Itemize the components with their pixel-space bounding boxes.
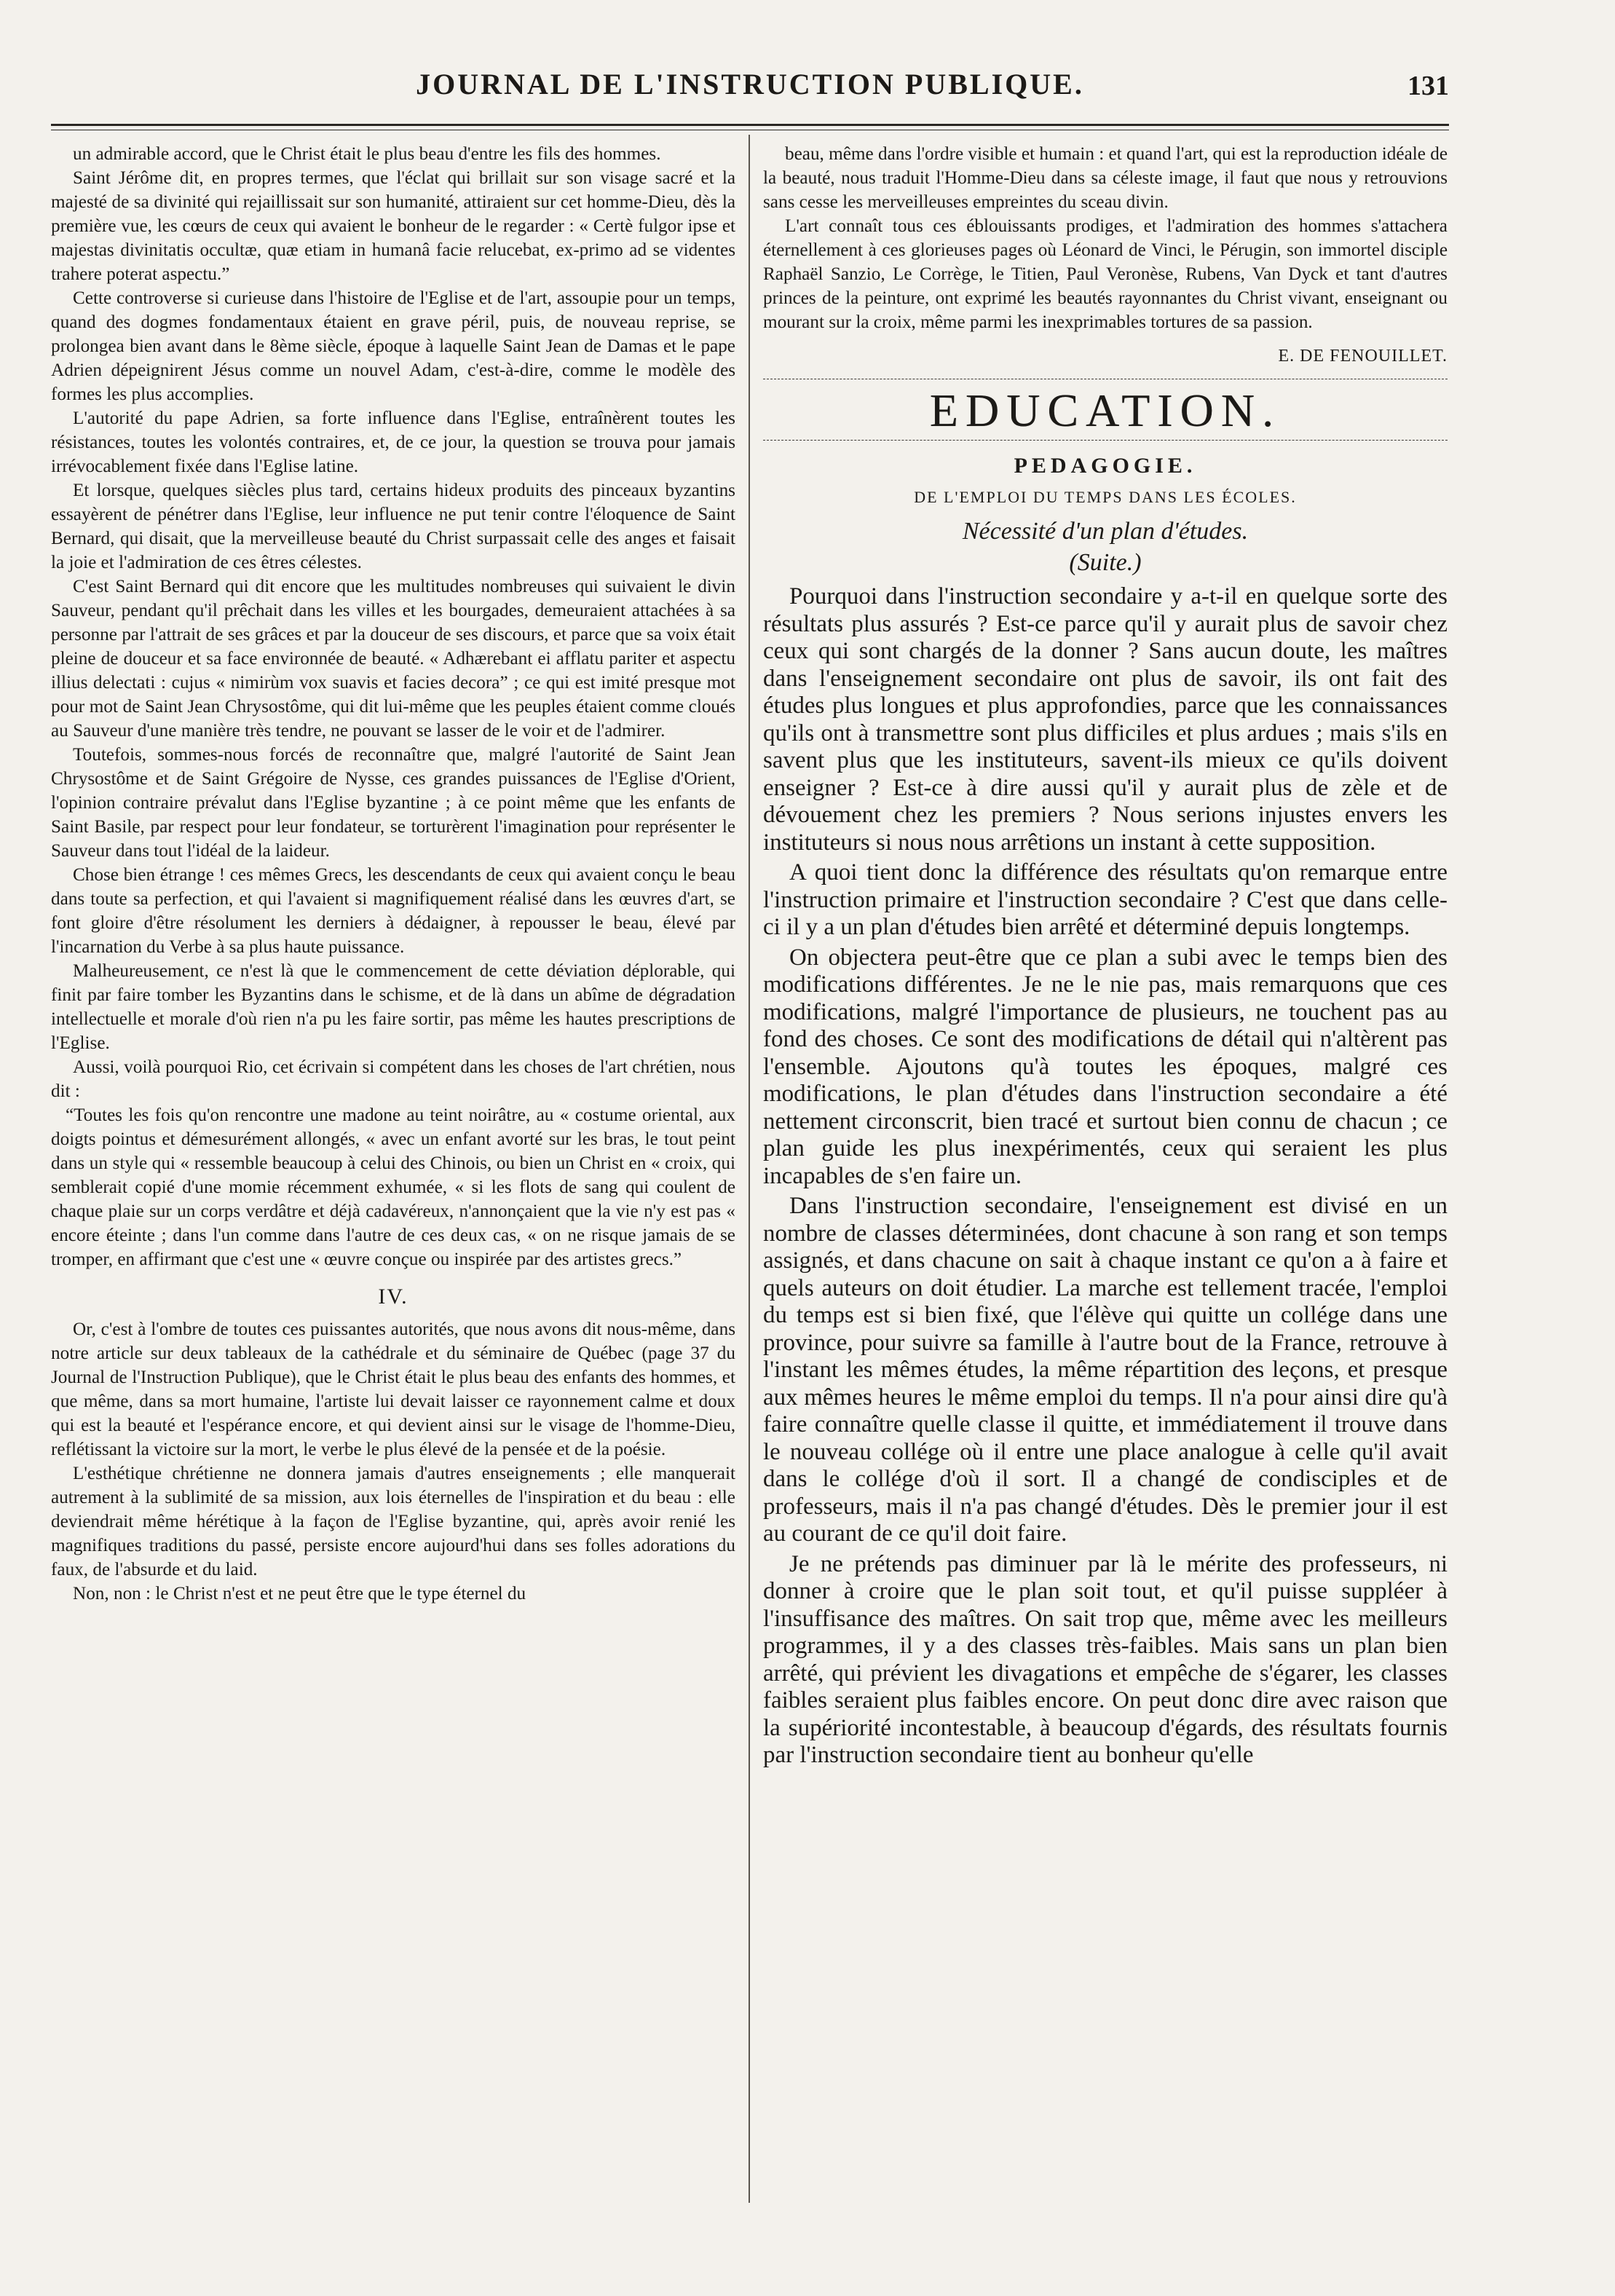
paragraph: C'est Saint Bernard qui dit encore que les multitudes nombreuses qui suivaient le divin Sauveur, pendant qu'il prêchait dans les villes et les bourgades, demeuraient attachées à sa personne par l'attrait de ses grâces et par la douceur de ses discours, et parce que sa voix était pleine de douceur et sa face environnée de beauté. « Adhærebant ei afflatu pariter et aspectu illius delectati : cujus « nimirùm vox suavis et facies decora” ; ce qui est imité presque mot pour mot de Saint Jean Chrysostôme, qui dit lui-même que les peuples étaient comme cloués au Sauveur d'une manière très tendre, ne pouvant se lasser de le voir et de l'admirer.: [51, 577, 735, 741]
article-title: DE L'EMPLOI DU TEMPS DANS LES ÉCOLES.: [914, 488, 1297, 506]
paragraph: Je ne prétends pas diminuer par là le mérite des professeurs, ni donner à croire que le plan soit tout, et qu'il puisse suppléer à l'insuffisance des maîtres. On sait trop que, même avec les meilleurs programmes, il y a des classes très-faibles. Mais sans un plan bien arrêté, qui prévient les divagations et empêche de s'égarer, les classes faibles seraient plus faibles encore. On peut donc dire avec raison que la supériorité incontestable, à beaucoup d'égards, des résultats fournis par l'instruction secondaire tient au bonheur qu'elle: [763, 1550, 1448, 1768]
paragraph: un admirable accord, que le Christ était le plus beau d'entre les fils des hommes.: [73, 144, 661, 164]
block-quote: [51, 1103, 735, 1271]
paragraph: Toutefois, sommes-nous forcés de reconnaître que, malgré l'autorité de Saint Jean Chrysostôme et de Saint Grégoire de Nysse, ces grandes puissances de l'Eglise d'Orient, l'opinion contraire prévalut dans l'Eglise byzantine ; à ce point même que les enfants de Saint Basile, par respect pour leur fondateur, se torturèrent l'imagination pour représenter le Sauveur dans tout l'idéal de la laideur.: [51, 745, 735, 861]
running-title: JOURNAL DE L'INSTRUCTION PUBLIQUE.: [416, 68, 1084, 100]
paragraph: Chose bien étrange ! ces mêmes Grecs, les descendants de ceux qui avaient conçu le beau dans toute sa perfection, et qui l'avaient si magnifiquement réalisé dans les œuvres d'art, se font gloire d'être résolument les derniers à dédaigner, à repousser le beau, élevé par l'incarnation du Verbe à sa plus haute puissance.: [51, 865, 735, 957]
paragraph: L'art connaît tous ces éblouissants prodiges, et l'admiration des hommes s'attachera éternellement à ces glorieuses pages où Léonard de Vinci, le Pérugin, son immortel disciple Raphaël Sanzio, Le Corrège, le Titien, Paul Veronèse, Rubens, Van Dyck et tant d'autres princes de la peinture, ont exprimé les beautés rayonnantes du Christ vivant, enseignant ou mourant sur la croix, même parmi les inexprimables tortures de sa passion.: [763, 216, 1448, 332]
author-signature: E. DE FENOUILLET.: [1278, 347, 1448, 366]
paragraph: Saint Jérôme dit, en propres termes, que l'éclat qui brillait sur son visage sacré et la majesté de sa divinité qui rejaillissait sur son humanité, attiraient sur cet homme-Dieu, dès la première vue, les cœurs de ceux qui avaient le bonheur de le regarder : « Certè fulgor ipse et majestas divinitatis occultæ, quæ etiam in humanâ facie relucebat, ex-primo ad se videntes trahere poterat aspectu.”: [51, 168, 735, 284]
paragraph: Aussi, voilà pourquoi Rio, cet écrivain si compétent dans les choses de l'art chrétien, nous dit :: [51, 1057, 735, 1101]
section-heading: EDUCATION.: [929, 384, 1282, 436]
paragraph: Dans l'instruction secondaire, l'enseignement est divisé en un nombre de classes déterminées, dont chacune à son rang et son temps assignés, et dans chacune on sait à chaque instant ce qu'on a à faire et quels auteurs on doit étudier. La marche est tellement tracée, l'emploi du temps est si bien fixé, que l'élève qui quitte un collége dans une province, pour suivre sa famille à l'autre bout de la France, retrouve à l'instant les mêmes études, la même répartition des leçons, et presque aux mêmes heures le même emploi du temps. Il n'a pour ainsi dire qu'à faire connaître quelle classe il quitte, et immédiatement il trouve dans le nouveau collége où il entre une place analogue à celle qu'il avait dans le collége d'où il sort. Il a changé de condisciples et de professeurs, mais il n'a pas changé d'études. Dès le premier jour il est au courant de ce qu'il doit faire.: [763, 1193, 1448, 1547]
column-divider: [749, 135, 750, 2203]
page-number: 131: [1407, 71, 1449, 101]
paragraph: Pourquoi dans l'instruction secondaire y a-t-il en quelque sorte des résultats plus assurés ? Est-ce parce qu'il y aurait plus de savoir chez ceux qui sont chargés de la donner ? Sans aucun doute, les maîtres dans l'enseignement secondaire ont plus de savoir, ils ont fait des études plus longues et plus approfondies, parce que les connaissances qu'ils ont à transmettre sont plus difficiles et plus ardues ; mais s'ils en savent plus que les instituteurs, savent-ils mieux ce qu'ils doivent enseigner ? Est-ce à dire aussi qu'il y aurait plus de zèle et de dévouement chez les premiers ? Nous serions injustes envers les instituteurs si nous nous arrêtions un instant à cette supposition.: [763, 583, 1448, 856]
paragraph: Or, c'est à l'ombre de toutes ces puissantes autorités, que nous avons dit nous-même, dans notre article sur deux tableaux de la cathédrale et du séminaire de Québec (page 37 du Journal de l'Instruction Publique), que le Christ était le plus beau des enfants des hommes, et que même, dans sa mort humaine, l'artiste lui devait laisser ce rayonnement calme et doux qui est la beauté et l'espérance encore, et qui devient ainsi sur le visage de l'homme-Dieu, reflétissant la victoire sur la mort, le verbe le plus élevé de la pensée et de la poésie.: [51, 1319, 735, 1459]
paragraph: A quoi tient donc la différence des résultats qu'on remarque entre l'instruction primaire et l'instruction secondaire ? C'est que dans celle-ci il y a un plan d'études bien arrêté et déterminé depuis longtemps.: [763, 859, 1448, 940]
paragraph: Non, non : le Christ n'est et ne peut être que le type éternel du: [73, 1584, 526, 1603]
paragraph: beau, même dans l'ordre visible et humain : et quand l'art, qui est la reproduction idéale de la beauté, nous traduit l'Homme-Dieu dans sa céleste image, il faut que nous y retrouvions sans cesse les merveilleuses empreintes du sceau divin.: [763, 144, 1448, 212]
header-rule: [51, 124, 1449, 130]
right-column: [763, 142, 1448, 1772]
article-body: [763, 583, 1448, 1770]
quote-text: “Toutes les fois qu'on rencontre une madone au teint noirâtre, au « costume oriental, aux doigts pointus et démesurément allongés, « avec un enfant avorté sur les bras, le tout peint dans un style qui « ressemble beaucoup à celui des Chinois, ou bien un Christ en « croix, qui semblerait copié d'une momie récemment exhumée, « si les flots de sang qui coulent de chaque plaie sur un corps verdâtre et déjà cadavéreux, n'annonçaient que la vie n'y est pas « encore éteinte ; dans l'un comme dans l'autre de ces deux cas, « on ne risque jamais de se tromper, en affirmant que c'est une « œuvre conçue ou inspirée par des artistes grecs.”: [51, 1105, 735, 1269]
rubric-heading: PEDAGOGIE.: [1014, 454, 1197, 478]
left-column: [51, 142, 735, 2203]
page-header: [51, 67, 1449, 118]
section-rule: [763, 440, 1448, 441]
article-subtitle: Nécessité d'un plan d'études.: [962, 518, 1249, 545]
paragraph: L'autorité du pape Adrien, sa forte influence dans l'Eglise, entraînèrent toutes les résistances, toutes les volontés contraires, et, de ce jour, la question se trouva pour jamais irrévocablement fixée dans l'Eglise latine.: [51, 409, 735, 476]
section-number: IV.: [378, 1285, 408, 1309]
paragraph: L'esthétique chrétienne ne donnera jamais d'autres enseignements ; elle manquerait autrement à la sublimité de sa mission, aux lois éternelles de l'inspiration et du beau : elle deviendrait même hérétique à la façon de l'Eglise byzantine, qui, après avoir renié les magnifiques traditions du passé, persiste encore aujourd'hui dans ses folles adorations du faux, de l'absurde et du laid.: [51, 1464, 735, 1579]
article-note: (Suite.): [1069, 549, 1142, 576]
paragraph: On objectera peut-être que ce plan a subi avec le temps bien des modifications différentes. Je ne le nie pas, mais remarquons que ces modifications, malgré l'importance de plusieurs, ne touchent pas au fond des choses. Ce sont des modifications de détail qui n'altèrent pas l'ensemble. Ajoutons qu'à toutes les époques, malgré ces modifications, le plan d'études dans l'instruction secondaire a été nettement circonscrit, bien tracé et surtout bien connu de chacun ; ce plan guide les plus inexpérimentés, ceux qui seraient les plus incapables de s'en faire un.: [763, 944, 1448, 1189]
paragraph: Et lorsque, quelques siècles plus tard, certains hideux produits des pinceaux byzantins essayèrent de pénétrer dans l'Eglise, leur influence ne put tenir contre l'éloquence de Saint Bernard, qui disait, que la merveilleuse beauté du Christ surpassait celle des anges et faisait la joie et l'admiration de ces êtres célestes.: [51, 481, 735, 572]
paragraph: Cette controverse si curieuse dans l'histoire de l'Eglise et de l'art, assoupie pour un temps, quand des dogmes fondamentaux étaient en grave péril, puis, de nouveau reprise, se prolongea bien avant dans le 8ème siècle, époque à laquelle Saint Jean de Damas et le pape Adrien dépeignirent Jésus comme un nouvel Adam, c'est-à-dire, comme le modèle des formes les plus accomplies.: [51, 288, 735, 404]
paragraph: Malheureusement, ce n'est là que le commencement de cette déviation déplorable, qui finit par faire tomber les Byzantins dans le schisme, et de là dans un abîme de dégradation intellectuelle et morale d'où rien n'a pu les faire sortir, pas même les hautes prescriptions de l'Eglise.: [51, 961, 735, 1053]
